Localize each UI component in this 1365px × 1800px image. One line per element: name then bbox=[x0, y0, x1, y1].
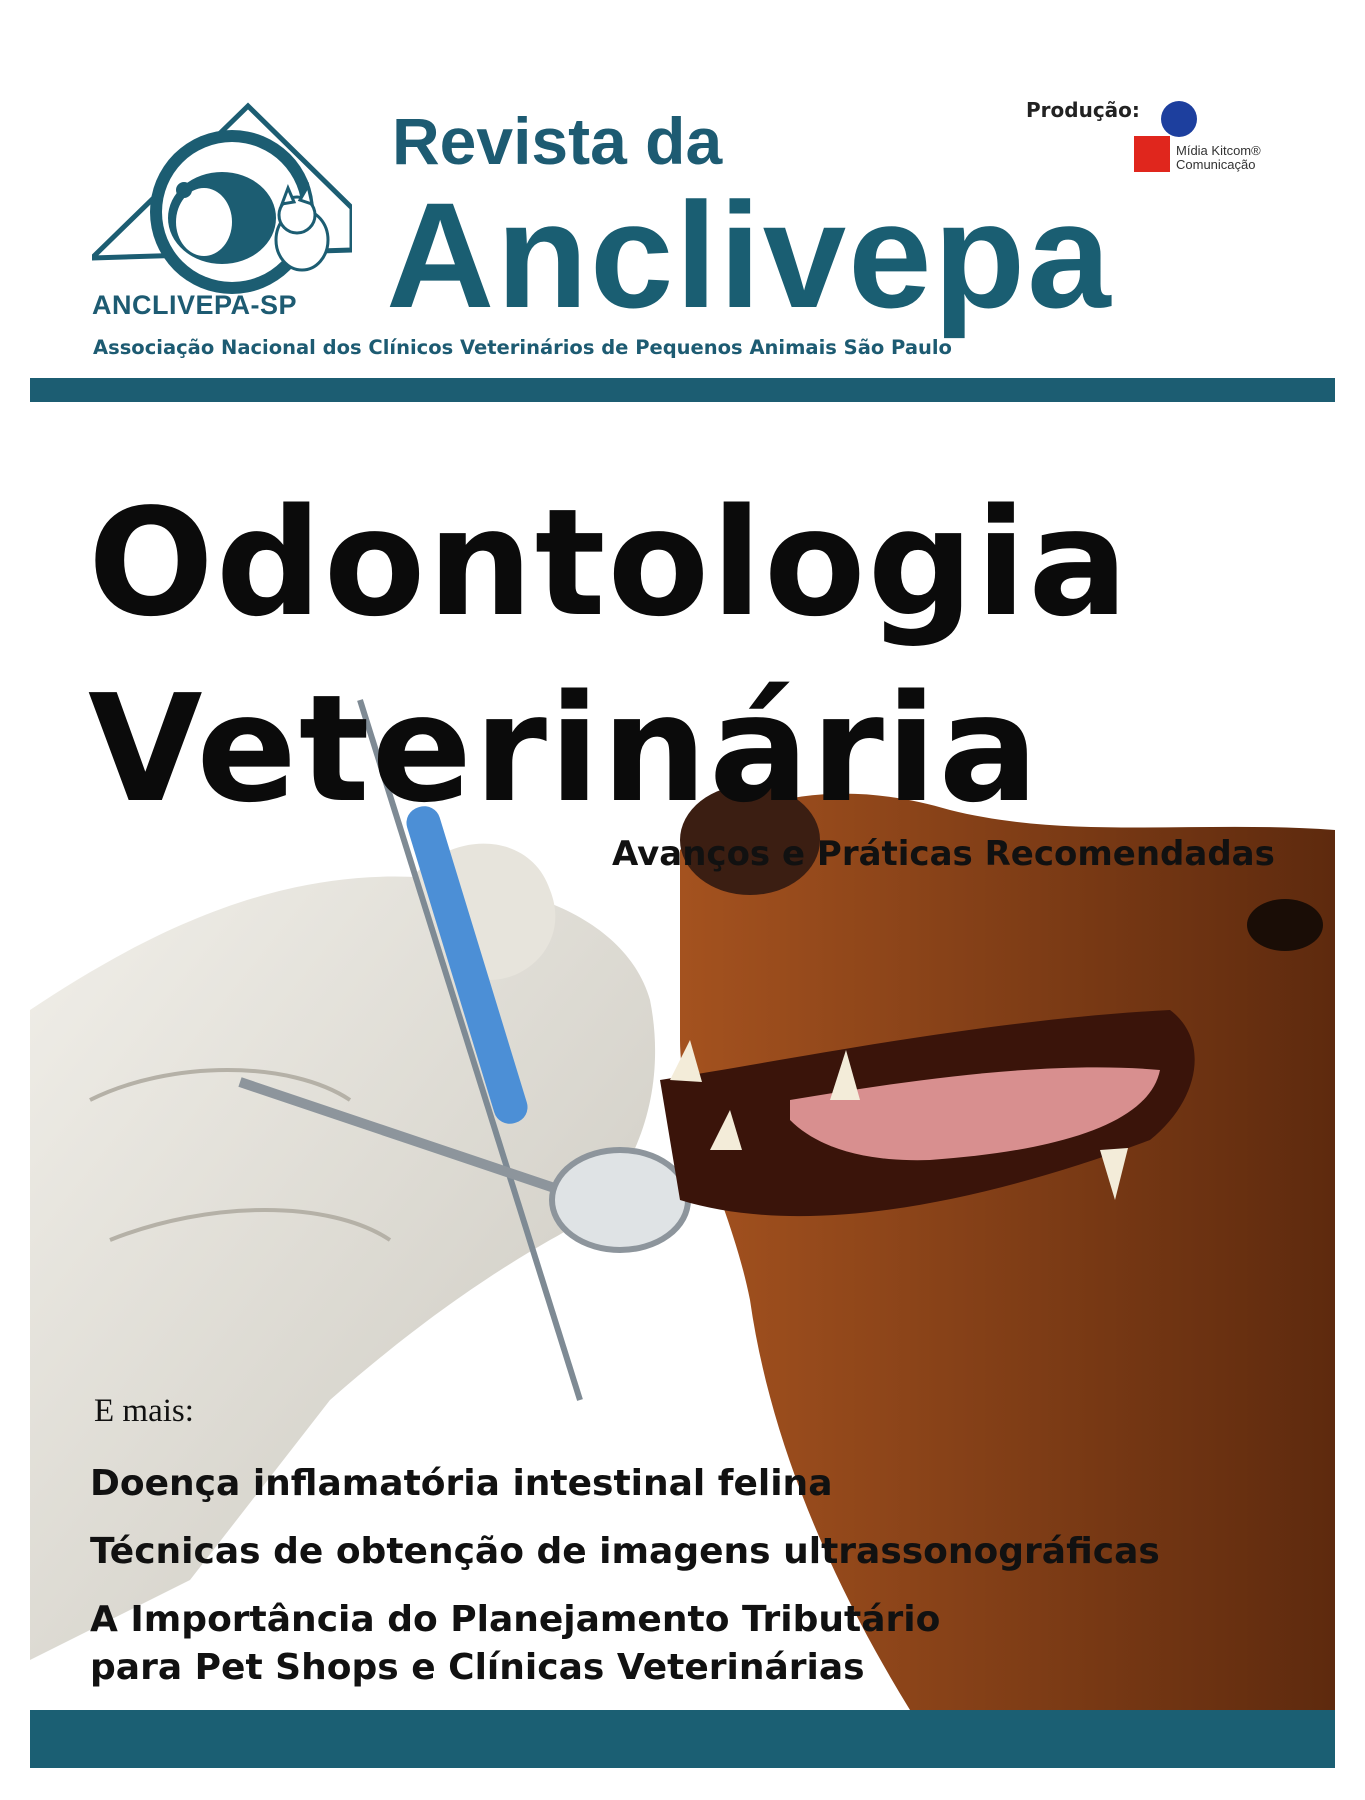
masthead-prefix: Revista da bbox=[392, 104, 723, 178]
logo-label: ANCLIVEPA-SP bbox=[92, 290, 298, 320]
list-item: A Importância do Planejamento Tributário para Pet Shops e Clínicas Veterinárias bbox=[90, 1599, 941, 1688]
cover-headline bbox=[88, 470, 1130, 842]
list-item: Técnicas de obtenção de imagens ultrassonográficas bbox=[90, 1531, 1160, 1572]
dog-eye bbox=[1247, 899, 1323, 951]
header-rule bbox=[30, 378, 1335, 402]
publisher-name-line1: Mídia Kitcom® bbox=[1176, 143, 1261, 158]
publisher-name bbox=[1176, 144, 1261, 172]
more-label: E mais: bbox=[94, 1393, 194, 1429]
publisher-name-line2: Comunicação bbox=[1176, 157, 1256, 172]
more-list bbox=[90, 1460, 1160, 1692]
dental-mirror bbox=[552, 1150, 688, 1250]
anclivepa-logo bbox=[92, 100, 352, 320]
masthead-title: Anclivepa bbox=[386, 171, 1113, 339]
headline-line1: Odontologia bbox=[88, 477, 1131, 649]
association-name: Associação Nacional dos Clínicos Veterinários de Pequenos Animais São Paulo bbox=[93, 336, 952, 359]
cover-subheadline: Avanços e Práticas Recomendadas bbox=[612, 834, 1275, 874]
headline-line2: Veterinária bbox=[88, 663, 1041, 835]
footer-rule bbox=[30, 1710, 1335, 1768]
list-item: Doença inflamatória intestinal felina bbox=[90, 1463, 833, 1504]
production-label: Produção: bbox=[1026, 98, 1140, 122]
